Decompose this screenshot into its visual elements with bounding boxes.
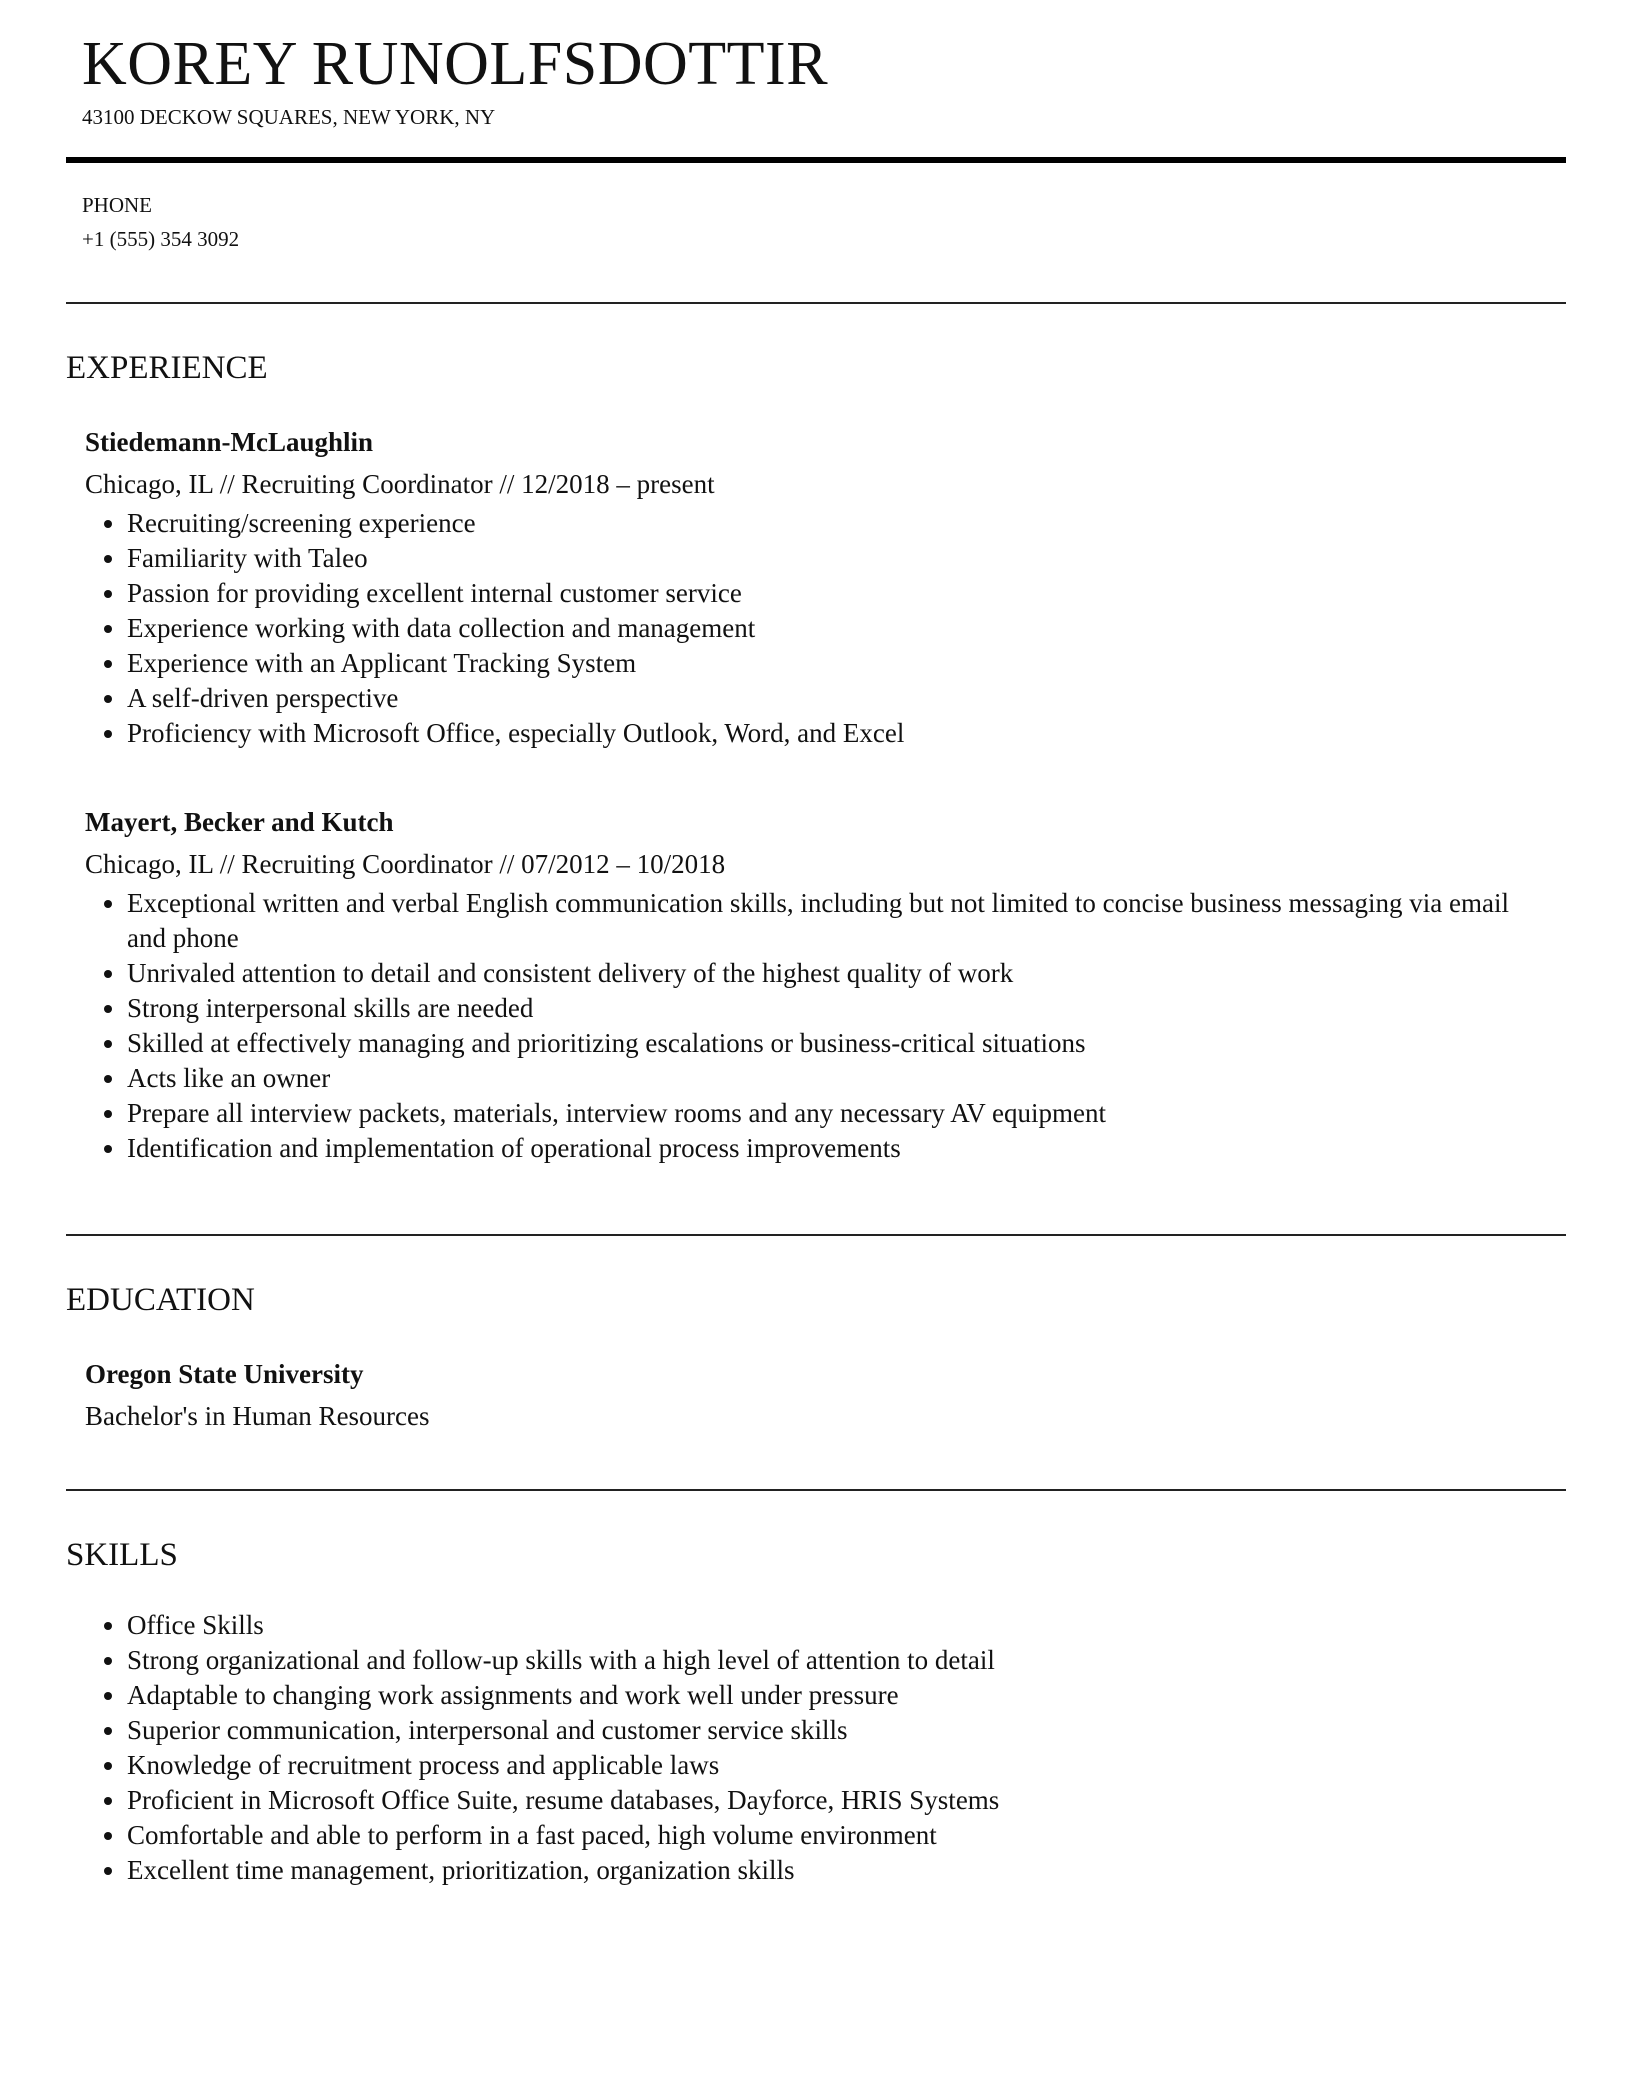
phone-label: PHONE bbox=[82, 193, 153, 217]
list-item: Office Skills bbox=[127, 1608, 1565, 1643]
experience-heading: EXPERIENCE bbox=[66, 350, 268, 386]
experience-divider bbox=[66, 1234, 1566, 1236]
education-divider bbox=[66, 1489, 1566, 1491]
candidate-address: 43100 DECKOW SQUARES, NEW YORK, NY bbox=[82, 105, 496, 129]
school-name: Oregon State University bbox=[85, 1359, 364, 1389]
list-item: Knowledge of recruitment process and applicable laws bbox=[127, 1748, 1565, 1783]
job-entry bbox=[85, 804, 1565, 1166]
education-heading: EDUCATION bbox=[66, 1282, 255, 1318]
list-item: Superior communication, interpersonal and customer service skills bbox=[127, 1713, 1565, 1748]
list-item: Comfortable and able to perform in a fast paced, high volume environment bbox=[127, 1818, 1565, 1853]
list-item: Acts like an owner bbox=[127, 1061, 1565, 1096]
list-item: Adaptable to changing work assignments and work well under pressure bbox=[127, 1678, 1565, 1713]
list-item: A self-driven perspective bbox=[127, 681, 1565, 716]
list-item: Unrivaled attention to detail and consistent delivery of the highest quality of work bbox=[127, 956, 1565, 991]
degree: Bachelor's in Human Resources bbox=[85, 1401, 430, 1431]
list-item: Experience with an Applicant Tracking System bbox=[127, 646, 1565, 681]
list-item: Experience working with data collection and management bbox=[127, 611, 1565, 646]
education-entry bbox=[85, 1356, 1565, 1438]
contact-divider bbox=[66, 302, 1566, 304]
list-item: Skilled at effectively managing and prioritizing escalations or business-critical situations bbox=[127, 1026, 1565, 1061]
list-item: Identification and implementation of operational process improvements bbox=[127, 1131, 1565, 1166]
list-item: Proficiency with Microsoft Office, especially Outlook, Word, and Excel bbox=[127, 716, 1565, 751]
job-duties-list bbox=[85, 886, 1565, 1166]
list-item: Strong organizational and follow-up skills with a high level of attention to detail bbox=[127, 1643, 1565, 1678]
skills-list bbox=[85, 1608, 1565, 1888]
list-item: Recruiting/screening experience bbox=[127, 506, 1565, 541]
list-item: Proficient in Microsoft Office Suite, resume databases, Dayforce, HRIS Systems bbox=[127, 1783, 1565, 1818]
list-item: Exceptional written and verbal English communication skills, including but not limited to concise business messaging via email and phone bbox=[127, 886, 1565, 956]
job-details: Chicago, IL // Recruiting Coordinator // 07/2012 – 10/2018 bbox=[85, 849, 726, 879]
job-company: Stiedemann-McLaughlin bbox=[85, 427, 374, 457]
list-item: Passion for providing excellent internal customer service bbox=[127, 576, 1565, 611]
list-item: Excellent time management, prioritization, organization skills bbox=[127, 1853, 1565, 1888]
job-duties-list bbox=[85, 506, 1565, 751]
job-company: Mayert, Becker and Kutch bbox=[85, 807, 394, 837]
list-item: Strong interpersonal skills are needed bbox=[127, 991, 1565, 1026]
phone-value: +1 (555) 354 3092 bbox=[82, 227, 240, 251]
candidate-name: KOREY RUNOLFSDOTTIR bbox=[82, 30, 829, 98]
job-details: Chicago, IL // Recruiting Coordinator // 12/2018 – present bbox=[85, 469, 715, 499]
job-entry bbox=[85, 424, 1565, 751]
skills-heading: SKILLS bbox=[66, 1537, 178, 1573]
skills-entry bbox=[85, 1608, 1565, 1888]
list-item: Prepare all interview packets, materials, interview rooms and any necessary AV equipment bbox=[127, 1096, 1565, 1131]
header-divider bbox=[66, 157, 1566, 163]
list-item: Familiarity with Taleo bbox=[127, 541, 1565, 576]
